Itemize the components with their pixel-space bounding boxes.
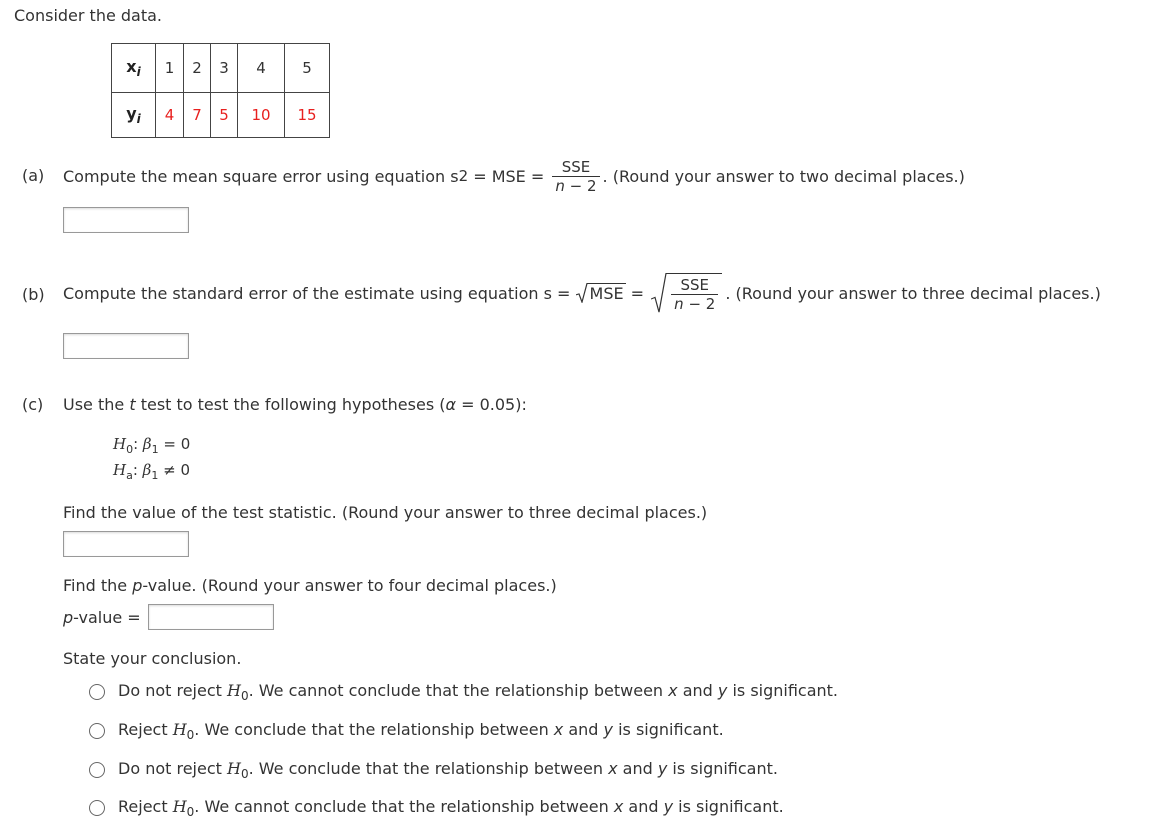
part-b-sqrt-mse xyxy=(576,283,626,303)
part-a-eq: = MSE = xyxy=(468,166,550,186)
conclusion-option-1-text: Do not reject $H_0$. We cannot conclude that the relationship between x and y is significant. xyxy=(118,681,839,704)
conclusion-option-2[interactable] xyxy=(89,720,724,742)
part-c-text-mid: test to test the following hypotheses ( xyxy=(135,395,446,414)
part-b-fraction xyxy=(671,276,718,313)
conclusion-option-4-text: Reject $H_0$. We cannot conclude that the relationship between x and y is significant. xyxy=(118,797,784,820)
test-statistic-prompt: Find the value of the test statistic. (Round your answer to three decimal places.) xyxy=(63,503,708,522)
p-value-input[interactable] xyxy=(149,605,273,629)
part-a-frac-num: SSE xyxy=(561,157,591,176)
part-a-superscript: 2 xyxy=(458,167,469,185)
p-value-prompt: Find the p-value. (Round your answer to four decimal places.) xyxy=(63,576,557,595)
data-table xyxy=(111,43,330,138)
part-b-label: (b) xyxy=(22,285,45,304)
part-c-text-before: Use the xyxy=(63,395,130,414)
hypothesis-alternative: $H_a$: $\beta_1 \ne 0$ xyxy=(113,461,190,482)
x-header: $x_i$ xyxy=(112,44,156,93)
y-value-5: 15 xyxy=(285,93,330,138)
y-value-3: 5 xyxy=(211,93,238,138)
hypothesis-null: $H_0$: $\beta_1 = 0$ xyxy=(113,435,191,456)
part-b-text-after: . (Round your answer to three decimal places.) xyxy=(725,283,1101,303)
part-b-eq: = xyxy=(625,283,650,303)
x-value-1: 1 xyxy=(156,44,184,93)
part-c-alpha: α xyxy=(445,395,457,414)
part-a-label: (a) xyxy=(22,166,45,185)
conclusion-option-4[interactable] xyxy=(89,797,784,819)
part-b-question xyxy=(63,268,1101,318)
part-a-fraction xyxy=(552,158,599,195)
conclusion-option-2-text: Reject $H_0$. We conclude that the relationship between x and y is significant. xyxy=(118,720,724,743)
test-statistic-answer-box[interactable] xyxy=(63,531,189,557)
part-b-sqrt-mse-text: MSE xyxy=(589,284,624,303)
test-statistic-input[interactable] xyxy=(64,532,188,556)
part-b-answer-box[interactable] xyxy=(63,333,189,359)
conclusion-option-3-text: Do not reject $H_0$. We conclude that the relationship between x and y is significant. xyxy=(118,759,778,782)
conclusion-prompt: State your conclusion. xyxy=(63,649,242,668)
part-a-text-after: . (Round your answer to two decimal places.) xyxy=(602,166,965,186)
part-b-frac-den: n − 2 xyxy=(671,294,718,313)
x-value-3: 3 xyxy=(211,44,238,93)
y-value-1: 4 xyxy=(156,93,184,138)
x-value-4: 4 xyxy=(238,44,285,93)
sqrt-icon xyxy=(576,283,588,303)
part-b-answer-input[interactable] xyxy=(64,334,188,358)
part-a-question xyxy=(63,157,965,195)
conclusion-option-3[interactable] xyxy=(89,759,778,781)
part-a-answer-box[interactable] xyxy=(63,207,189,233)
radio-button[interactable] xyxy=(89,800,105,816)
y-header: $y_i$ xyxy=(112,93,156,138)
x-value-5: 5 xyxy=(285,44,330,93)
part-b-frac-num: SSE xyxy=(680,276,710,294)
p-value-answer-box[interactable] xyxy=(148,604,274,630)
part-b-text-before: Compute the standard error of the estimate using equation s = xyxy=(63,283,576,303)
part-a-answer-input[interactable] xyxy=(64,208,188,232)
x-value-2: 2 xyxy=(184,44,211,93)
table-row-y xyxy=(112,93,330,138)
part-b-sqrt-fraction xyxy=(651,273,722,313)
p-value-label: p-value = xyxy=(63,608,146,627)
radio-button[interactable] xyxy=(89,723,105,739)
part-c-text-after: = 0.05): xyxy=(456,395,527,414)
intro-text: Consider the data. xyxy=(14,6,163,25)
y-value-2: 7 xyxy=(184,93,211,138)
radio-button[interactable] xyxy=(89,684,105,700)
radio-button[interactable] xyxy=(89,762,105,778)
part-a-text-before: Compute the mean square error using equation s xyxy=(63,166,459,186)
y-value-4: 10 xyxy=(238,93,285,138)
part-c-label: (c) xyxy=(22,395,44,414)
part-c-question xyxy=(63,395,527,414)
part-c-t: t xyxy=(129,395,136,414)
part-b-sqrt-body xyxy=(667,273,722,313)
part-a-frac-den: n − 2 xyxy=(552,176,599,195)
conclusion-option-1[interactable] xyxy=(89,681,838,703)
sqrt-icon xyxy=(651,273,667,313)
table-row-x xyxy=(112,44,330,93)
